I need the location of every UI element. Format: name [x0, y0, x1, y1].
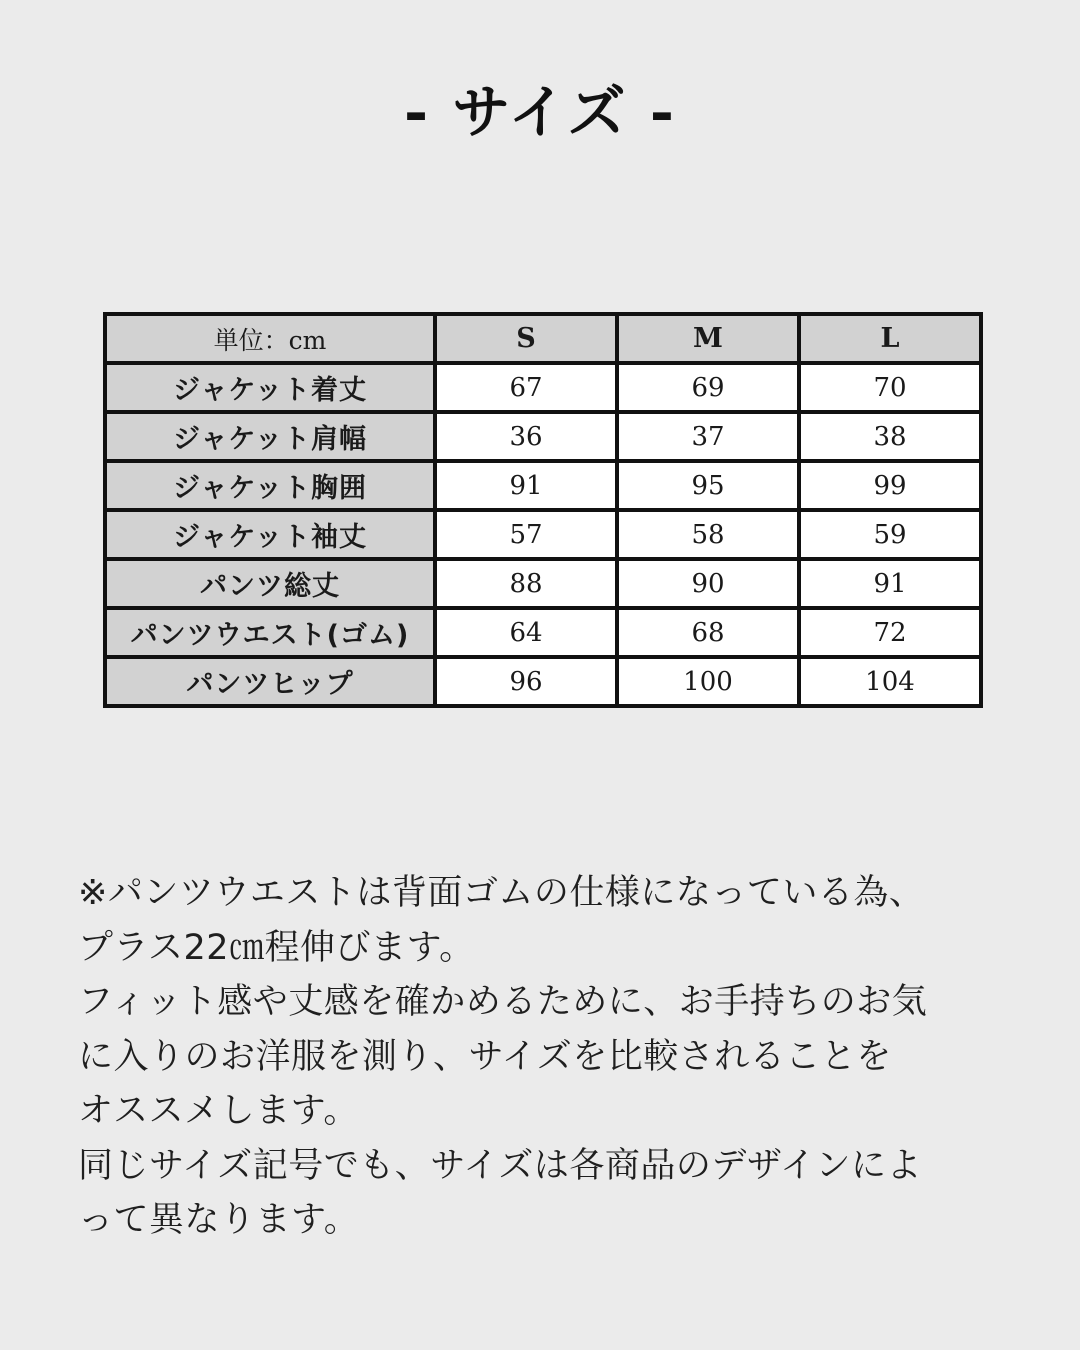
row-label: ジャケット袖丈: [105, 510, 435, 559]
cell-value: 95: [617, 461, 799, 510]
cell-value: 37: [617, 412, 799, 461]
size-header-s: S: [435, 314, 617, 363]
cell-value: 38: [799, 412, 981, 461]
note-line: って異なります。: [78, 1200, 360, 1240]
cell-value: 99: [799, 461, 981, 510]
cell-value: 64: [435, 608, 617, 657]
cell-value: 90: [617, 559, 799, 608]
cell-value: 100: [617, 657, 799, 706]
table-row: [105, 510, 981, 559]
table-row: [105, 608, 981, 657]
cell-value: 104: [799, 657, 981, 706]
cell-value: 96: [435, 657, 617, 706]
note-line: プラス22㎝程伸びます。: [78, 927, 475, 968]
note-line: 同じサイズ記号でも、サイズは各商品のデザインによ: [78, 1145, 922, 1186]
row-label: ジャケット着丈: [105, 363, 435, 412]
table-row: [105, 461, 981, 510]
cell-value: 57: [435, 510, 617, 559]
row-label: パンツヒップ: [105, 657, 435, 706]
note-line: オススメします。: [78, 1091, 359, 1131]
size-table: [103, 312, 983, 708]
table-header-row: [105, 314, 981, 363]
cell-value: 67: [435, 363, 617, 412]
row-label: パンツ総丈: [105, 559, 435, 608]
size-header-m: M: [617, 314, 799, 363]
cell-value: 88: [435, 559, 617, 608]
cell-value: 70: [799, 363, 981, 412]
cell-value: 68: [617, 608, 799, 657]
row-label: パンツウエスト(ゴム): [105, 608, 435, 657]
cell-value: 91: [435, 461, 617, 510]
page-title: - サイズ -: [404, 78, 676, 146]
unit-label: 単位：cm: [105, 314, 435, 363]
note-line: フィット感や丈感を確かめるために、お手持ちのお気: [78, 982, 928, 1022]
row-label: ジャケット肩幅: [105, 412, 435, 461]
cell-value: 91: [799, 559, 981, 608]
cell-value: 72: [799, 608, 981, 657]
size-header-l: L: [799, 314, 981, 363]
table-row: [105, 657, 981, 706]
cell-value: 59: [799, 510, 981, 559]
size-notes: [78, 866, 1038, 1248]
table-row: [105, 559, 981, 608]
cell-value: 58: [617, 510, 799, 559]
row-label: ジャケット胸囲: [105, 461, 435, 510]
note-line: ※パンツウエストは背面ゴムの仕様になっている為、: [78, 873, 925, 913]
note-line: に入りのお洋服を測り、サイズを比較されることを: [78, 1036, 892, 1077]
table-row: [105, 412, 981, 461]
cell-value: 69: [617, 363, 799, 412]
cell-value: 36: [435, 412, 617, 461]
table-row: [105, 363, 981, 412]
